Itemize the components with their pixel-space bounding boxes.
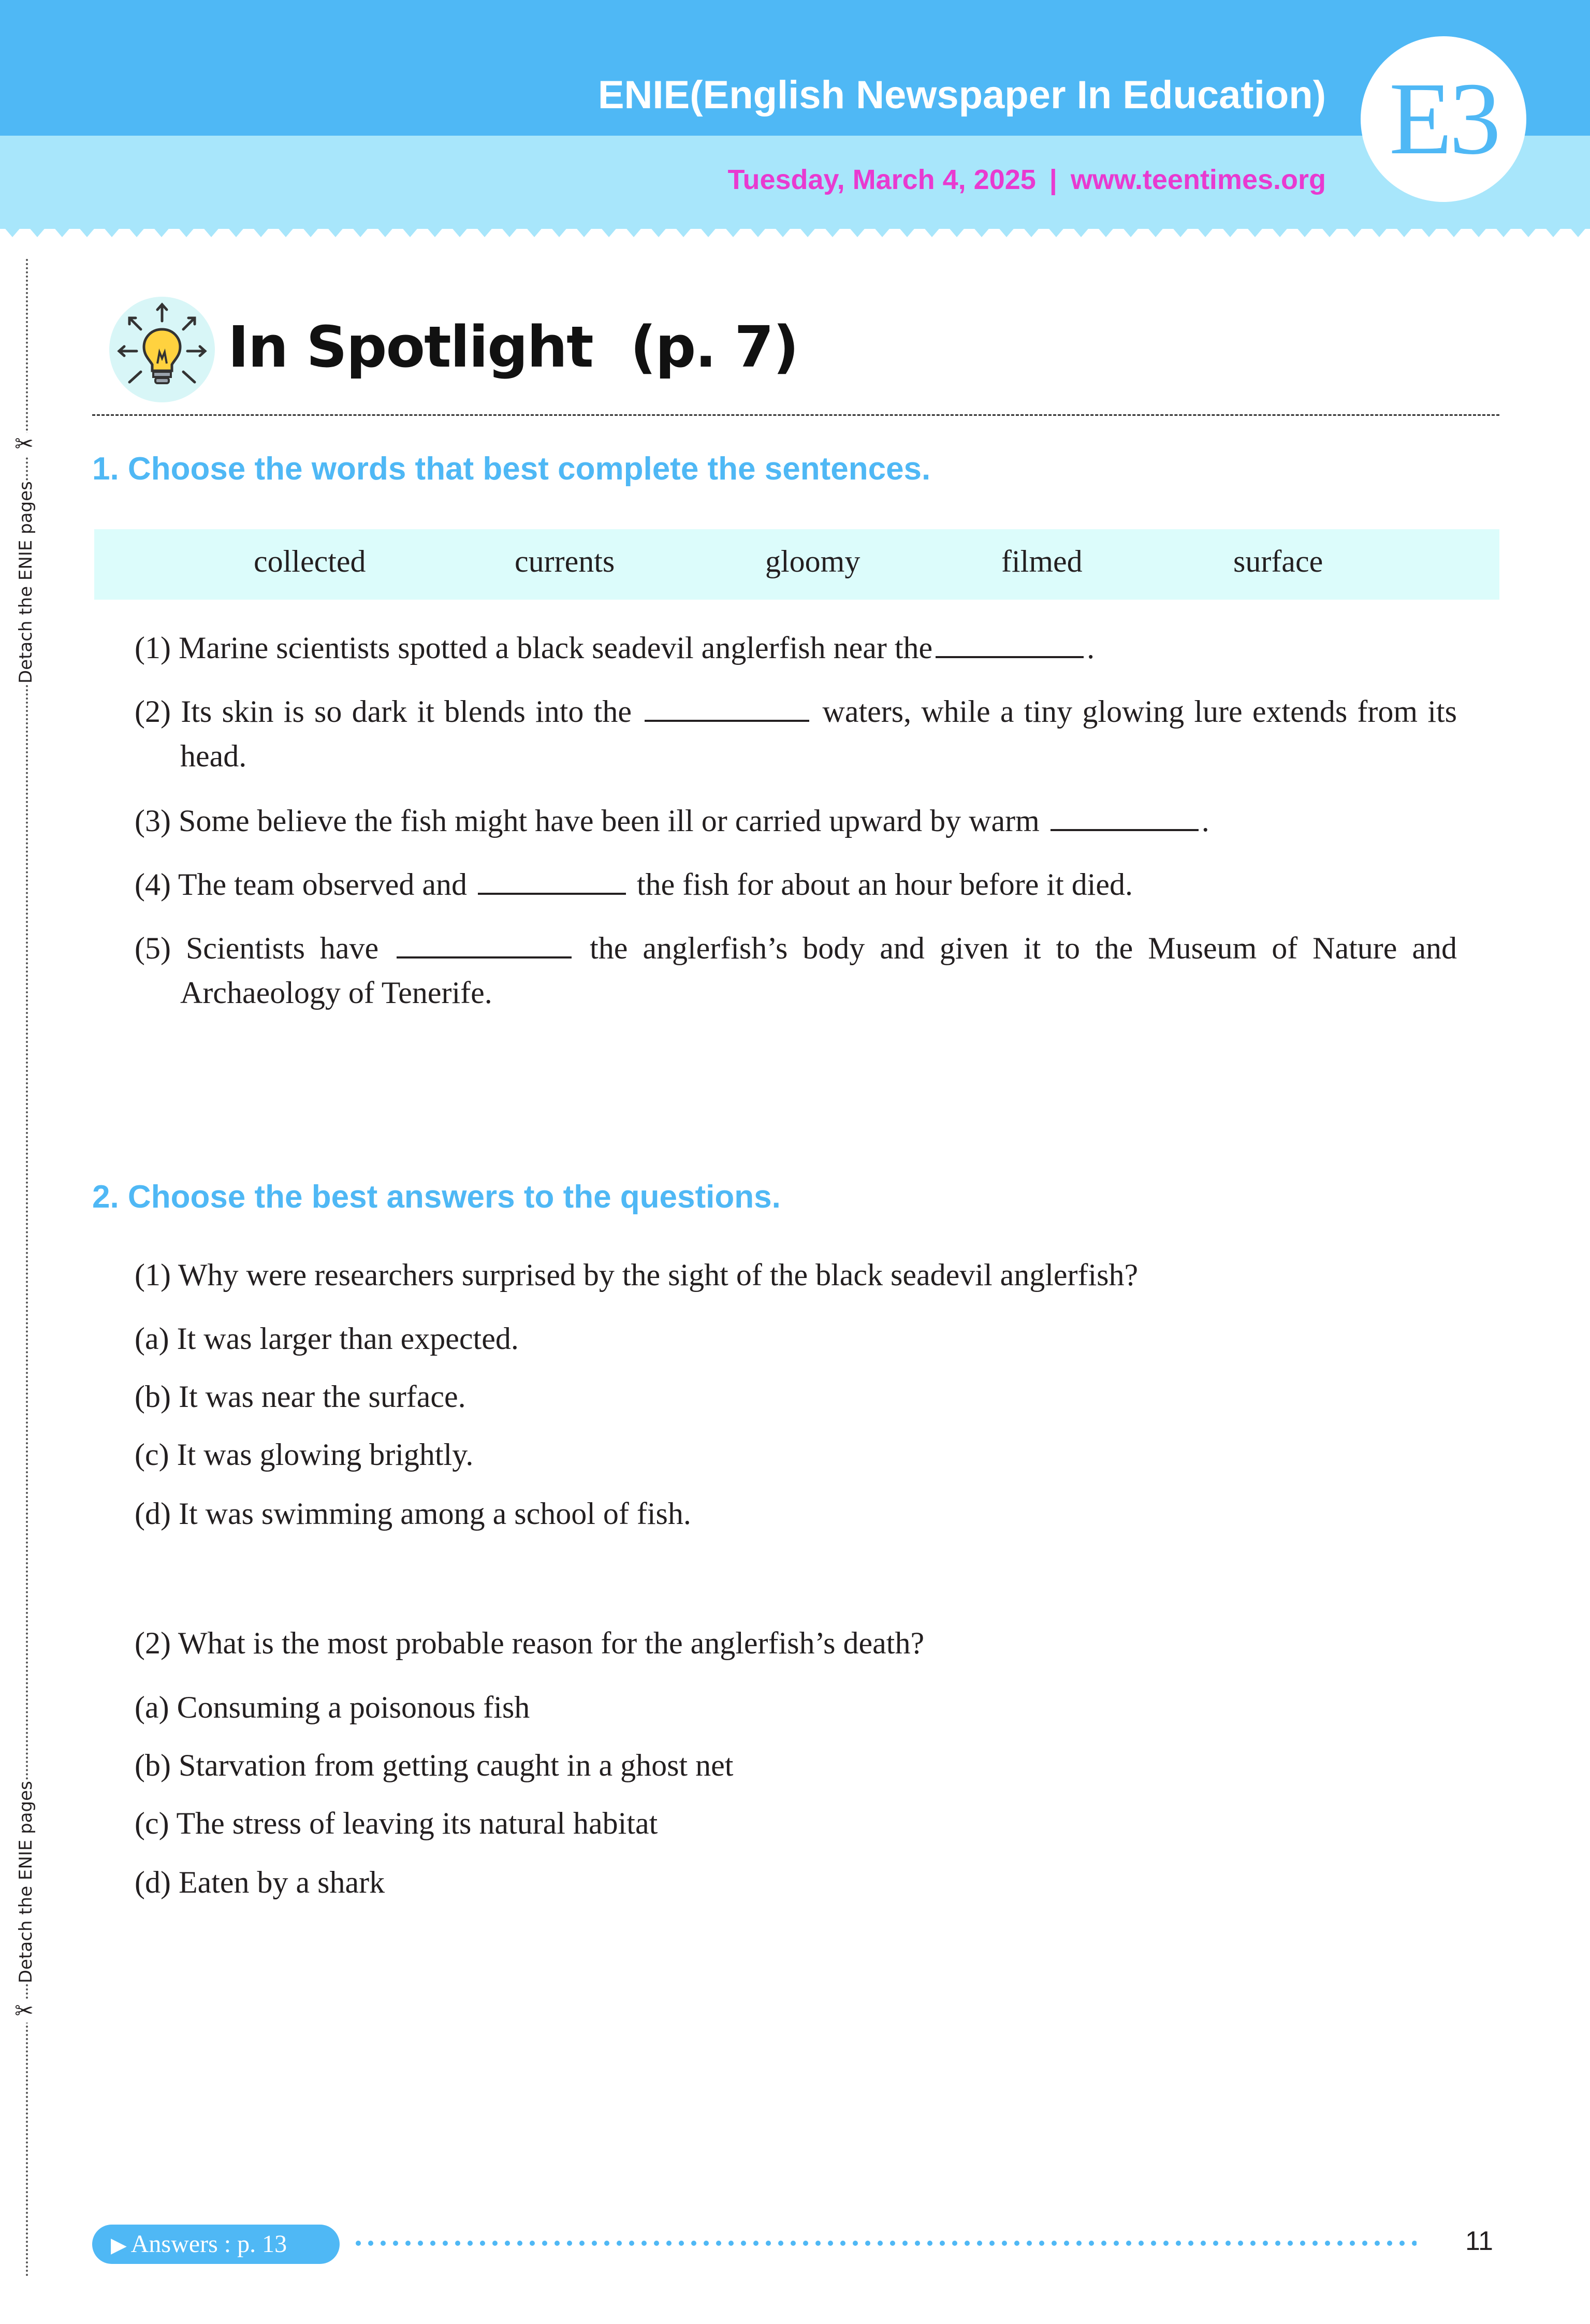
website-link[interactable]: www.teentimes.org [1070,164,1326,195]
header-zigzag-edge [0,223,1590,243]
issue-dateline [728,164,1326,196]
item-text: The team observed and [178,867,467,902]
detach-label-bottom: Detach the ENIE pages [16,1781,36,1983]
item-text: Its skin is so dark it blends into the [181,694,632,729]
fill-in-item-2 [135,689,1457,778]
page-title-text: In Spotlight [228,314,593,380]
item-number: (4) [135,867,171,902]
question-1: (1) Why were researchers surprised by the sight of the black seadevil anglerfish? [135,1258,1139,1292]
answers-label: Answers : p. 13 [130,2230,287,2258]
word-bank-item: collected [254,544,366,578]
issue-date: Tuesday, March 4, 2025 [727,164,1036,195]
answer-option[interactable]: (a) Consuming a poisonous fish [135,1690,530,1724]
answer-option[interactable]: (a) It was larger than expected. [135,1321,519,1356]
item-text: . [1087,631,1095,665]
play-triangle-icon: ▶ [111,2233,127,2257]
answer-option[interactable]: (b) Starvation from getting caught in a ghost net [135,1748,734,1782]
answer-blank[interactable] [397,929,572,958]
word-bank [94,529,1499,600]
answer-option[interactable]: (b) It was near the surface. [135,1379,466,1414]
section-badge-label: E3 [1389,62,1498,176]
page-title-ref: (p. 7) [630,314,798,380]
section-badge [1361,36,1526,202]
fill-in-item-3 [135,798,1209,843]
fill-in-item-4 [135,862,1133,907]
fill-in-item-1 [135,626,1095,670]
item-text: the anglerfish’s body and given it to the Museum of Nature and Archaeology of Tenerife. [180,931,1457,1010]
answer-option[interactable]: (d) It was swimming among a school of fish. [135,1497,691,1531]
section1-heading: 1. Choose the words that best complete the sentences. [92,451,931,487]
section2-heading: 2. Choose the best answers to the questions. [92,1179,781,1215]
word-bank-item: currents [515,544,615,578]
item-text: . [1201,804,1209,838]
answer-blank[interactable] [478,866,626,895]
answer-blank[interactable] [645,693,809,722]
item-number: (3) [135,804,171,838]
item-text: waters, while a tiny glowing lure extends from its head. [180,694,1457,773]
answers-link[interactable] [92,2225,340,2264]
item-text: Marine scientists spotted a black seadevil anglerfish near the [178,631,933,665]
fill-in-item-5 [135,926,1457,1015]
dateline-separator: | [1049,164,1057,195]
item-number: (5) [135,931,171,965]
item-text: the fish for about an hour before it died. [637,867,1133,902]
answer-blank[interactable] [1051,802,1199,831]
answer-option[interactable]: (c) The stress of leaving its natural habitat [135,1806,658,1840]
item-number: (1) [135,631,171,665]
page-number: 11 [1465,2226,1493,2256]
page-title [228,314,798,380]
footer-dotted-rule [355,2238,1417,2248]
item-number: (2) [135,694,171,729]
item-text: Scientists have [185,931,379,965]
question-2: (2) What is the most probable reason for the anglerfish’s death? [135,1626,925,1660]
answer-blank[interactable] [936,629,1084,658]
word-bank-item: filmed [1001,544,1083,578]
lightbulb-icon [108,295,216,404]
title-divider [92,414,1499,416]
newspaper-title: ENIE(English Newspaper In Education) [597,73,1326,117]
word-bank-item: gloomy [765,544,860,578]
answer-option[interactable]: (c) It was glowing brightly. [135,1437,474,1472]
scissors-icon: ✂ [14,1998,34,2024]
item-text: Some believe the fish might have been ill or carried upward by warm [178,804,1040,838]
detach-label-top: Detach the ENIE pages [16,481,36,684]
scissors-icon: ✂ [14,431,34,457]
word-bank-item: surface [1233,544,1323,578]
answer-option[interactable]: (d) Eaten by a shark [135,1865,385,1899]
